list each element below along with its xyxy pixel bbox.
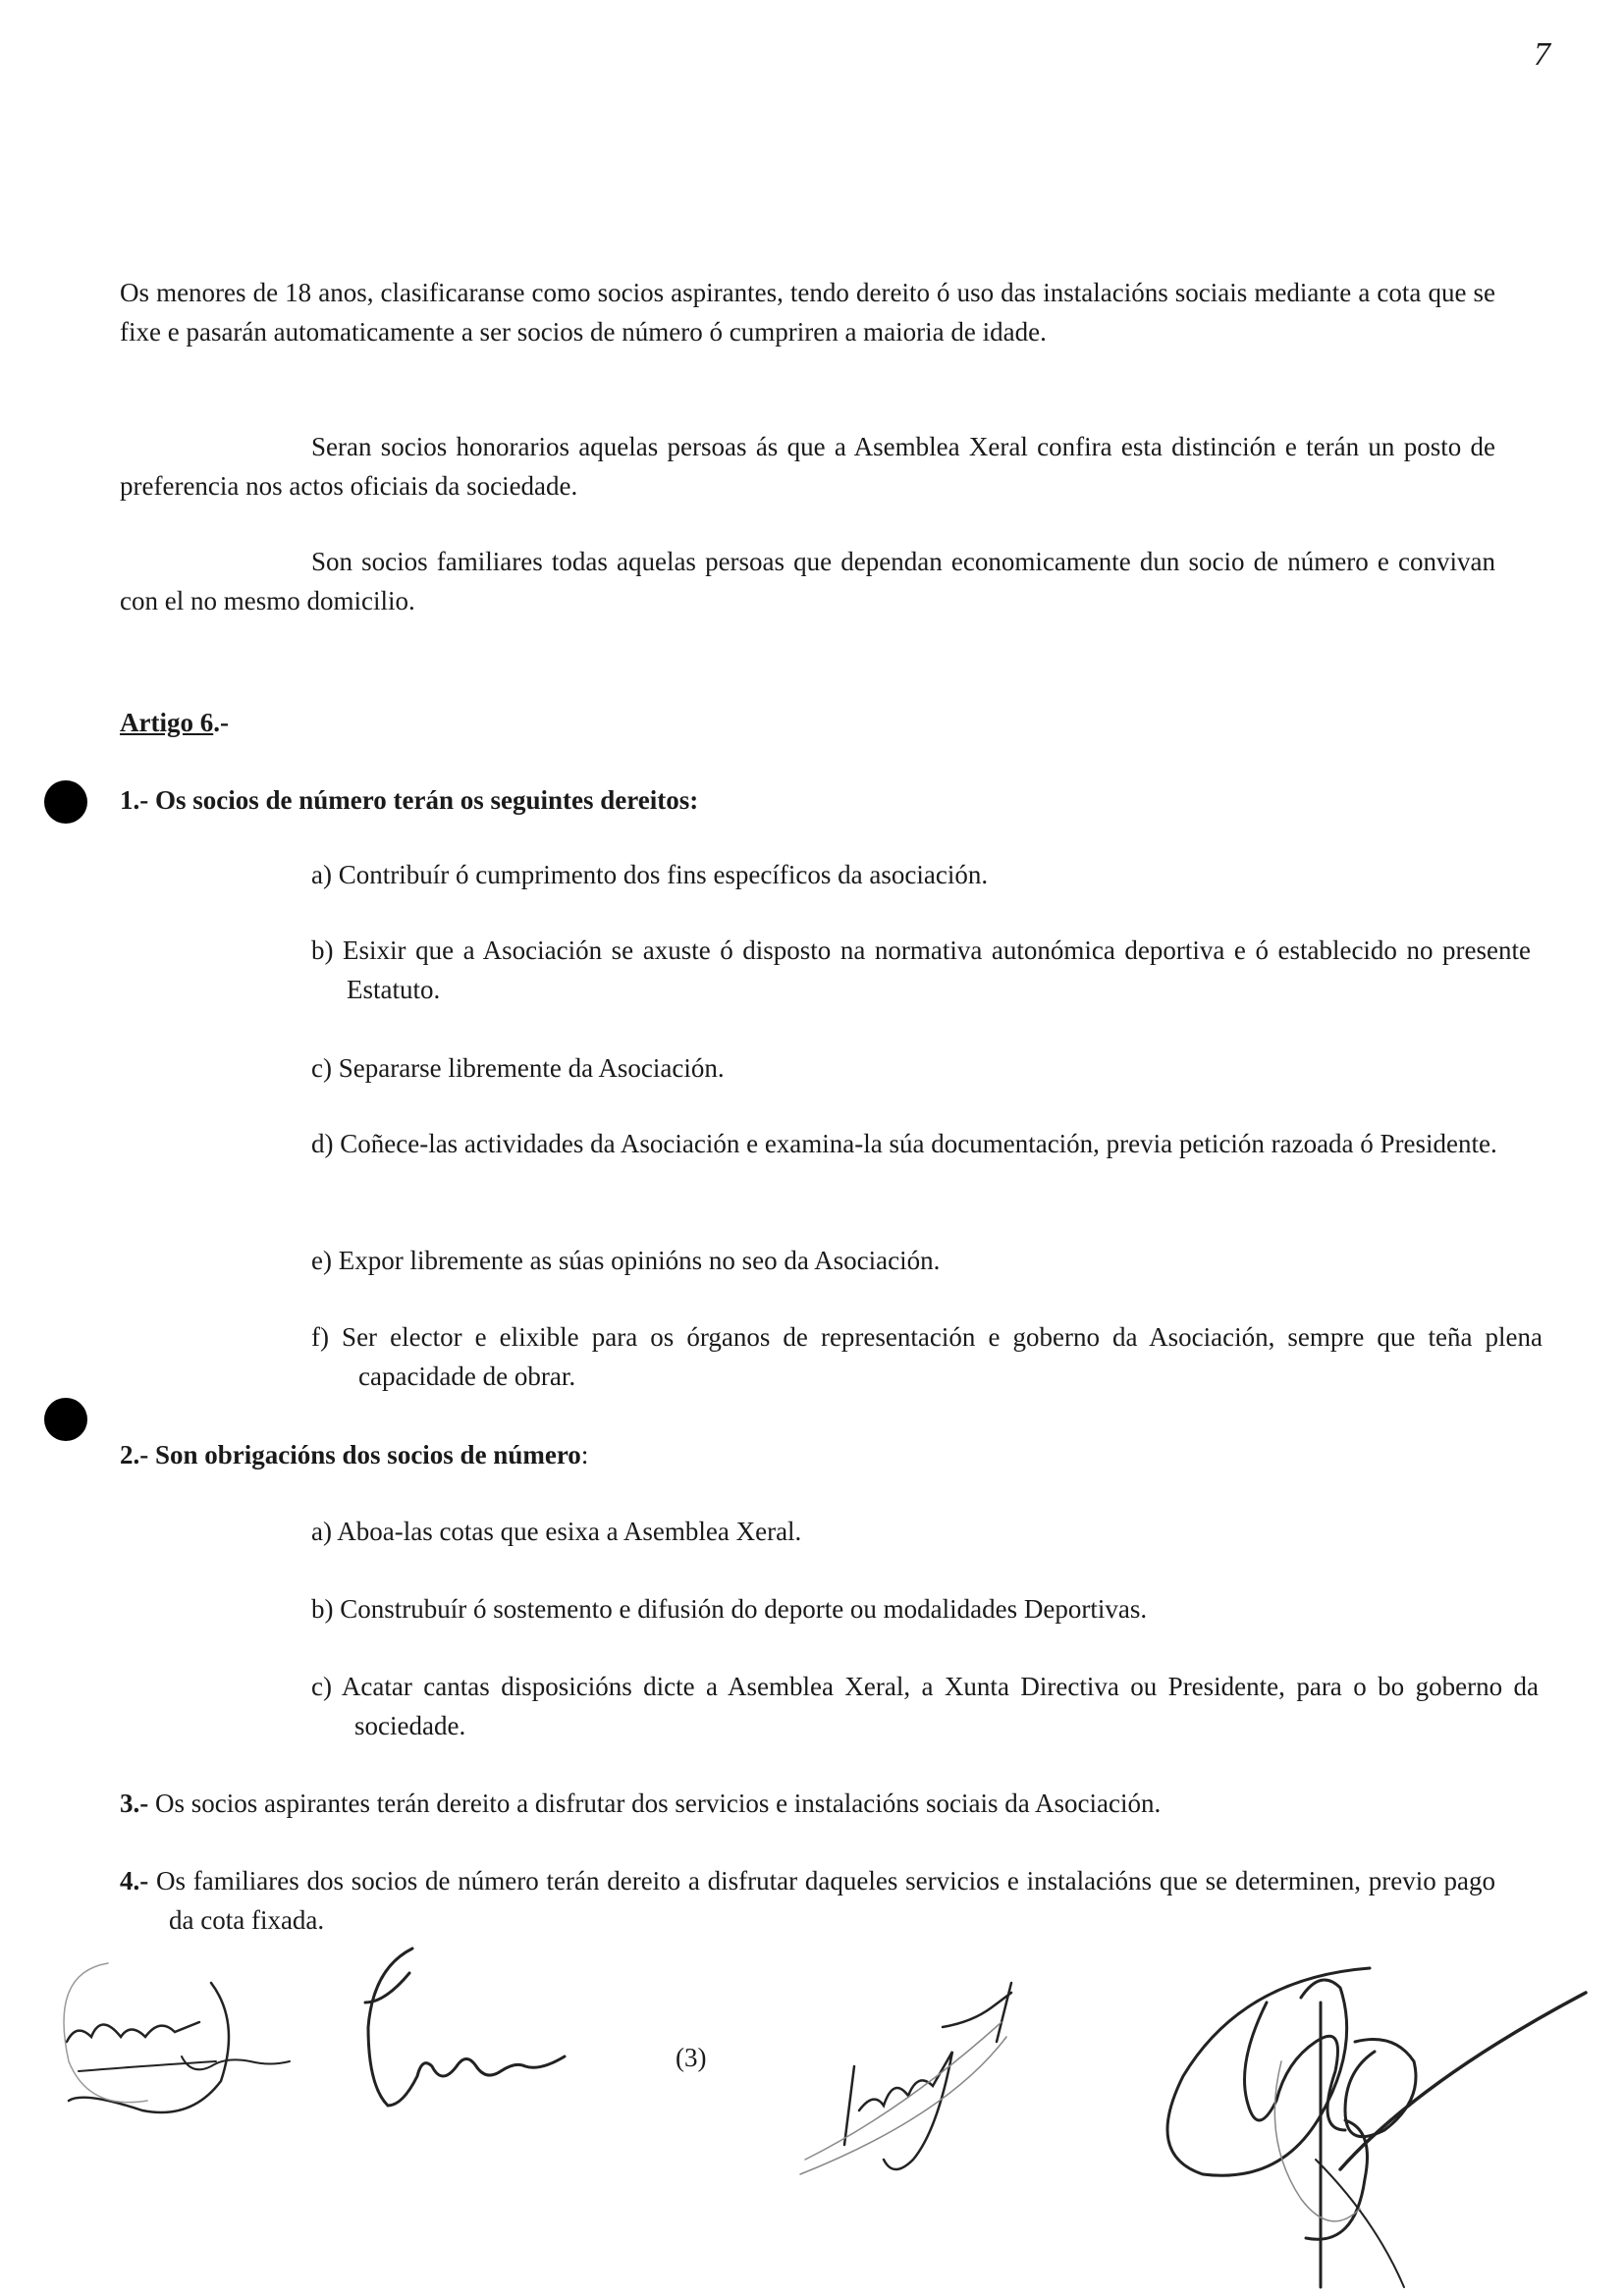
section3-number: 3.- bbox=[120, 1789, 149, 1818]
list-item: a) Aboa-las cotas que esixa a Asemblea Xeral. bbox=[311, 1517, 802, 1546]
paragraph-honorary: Seran socios honorarios aquelas persoas ás que a Asemblea Xeral confira esta distinción e terán un posto de preferencia nos actos oficiais da sociedade. bbox=[120, 432, 1495, 501]
list-item: c) Acatar cantas disposicións dicte a Asemblea Xeral, a Xunta Directiva ou Presidente, para o bo goberno da sociedade. bbox=[311, 1672, 1539, 1740]
list-item: e) Expor libremente as súas opinións no seo da Asociación. bbox=[311, 1246, 941, 1275]
section3-text: Os socios aspirantes terán dereito a disfrutar dos servicios e instalacións sociais da Asociación. bbox=[148, 1789, 1162, 1818]
section4-number: 4.- bbox=[120, 1866, 149, 1896]
article-title: Artigo 6 bbox=[120, 708, 214, 737]
paragraph-family: Son socios familiares todas aquelas persoas que dependan economicamente dun socio de número e convivan con el no mesmo domicilio. bbox=[120, 547, 1495, 615]
list-item: a) Contribuír ó cumprimento dos fins específicos da asociación. bbox=[311, 860, 989, 889]
signature-1 bbox=[64, 1963, 290, 2112]
list-item: c) Separarse libremente da Asociación. bbox=[311, 1053, 725, 1083]
signature-2 bbox=[365, 1949, 565, 2106]
article-title-suffix: .- bbox=[213, 708, 229, 737]
section2-heading-text: 2.- Son obrigacións dos socios de número bbox=[120, 1440, 581, 1469]
list-item: b) Esixir que a Asociación se axuste ó disposto na normativa autonómica deportiva e ó establecido no presente Estatuto. bbox=[311, 935, 1531, 1004]
section4-text: Os familiares dos socios de número terán dereito a disfrutar daqueles servicios e instalacións que se determinen, previo pago da cota fixada. bbox=[148, 1866, 1495, 1935]
list-item: d) Coñece-las actividades da Asociación e examina-la súa documentación, previa petición razoada ó Presidente. bbox=[311, 1129, 1497, 1158]
section2-heading-suffix: : bbox=[580, 1440, 589, 1469]
section1-heading: 1.- Os socios de número terán os seguintes dereitos: bbox=[120, 785, 699, 815]
handwritten-page-mark: 7 bbox=[1534, 36, 1550, 73]
paragraph-aspirants: Os menores de 18 anos, clasificaranse como socios aspirantes, tendo dereito ó uso das instalacións sociais mediante a cota que se fixe e pasarán automaticamente a ser socios de número ó cumpriren a maioria de idade. bbox=[120, 278, 1495, 347]
signature-3 bbox=[800, 1983, 1011, 2174]
page-number: (3) bbox=[676, 2043, 707, 2072]
list-item: b) Construbuír ó sostemento e difusión do deporte ou modalidades Deportivas. bbox=[311, 1594, 1148, 1624]
signature-4 bbox=[1167, 1968, 1586, 2287]
list-item: f) Ser elector e elixible para os órganos de representación e goberno da Asociación, sempre que teña plena capacidade de obrar. bbox=[311, 1322, 1543, 1391]
